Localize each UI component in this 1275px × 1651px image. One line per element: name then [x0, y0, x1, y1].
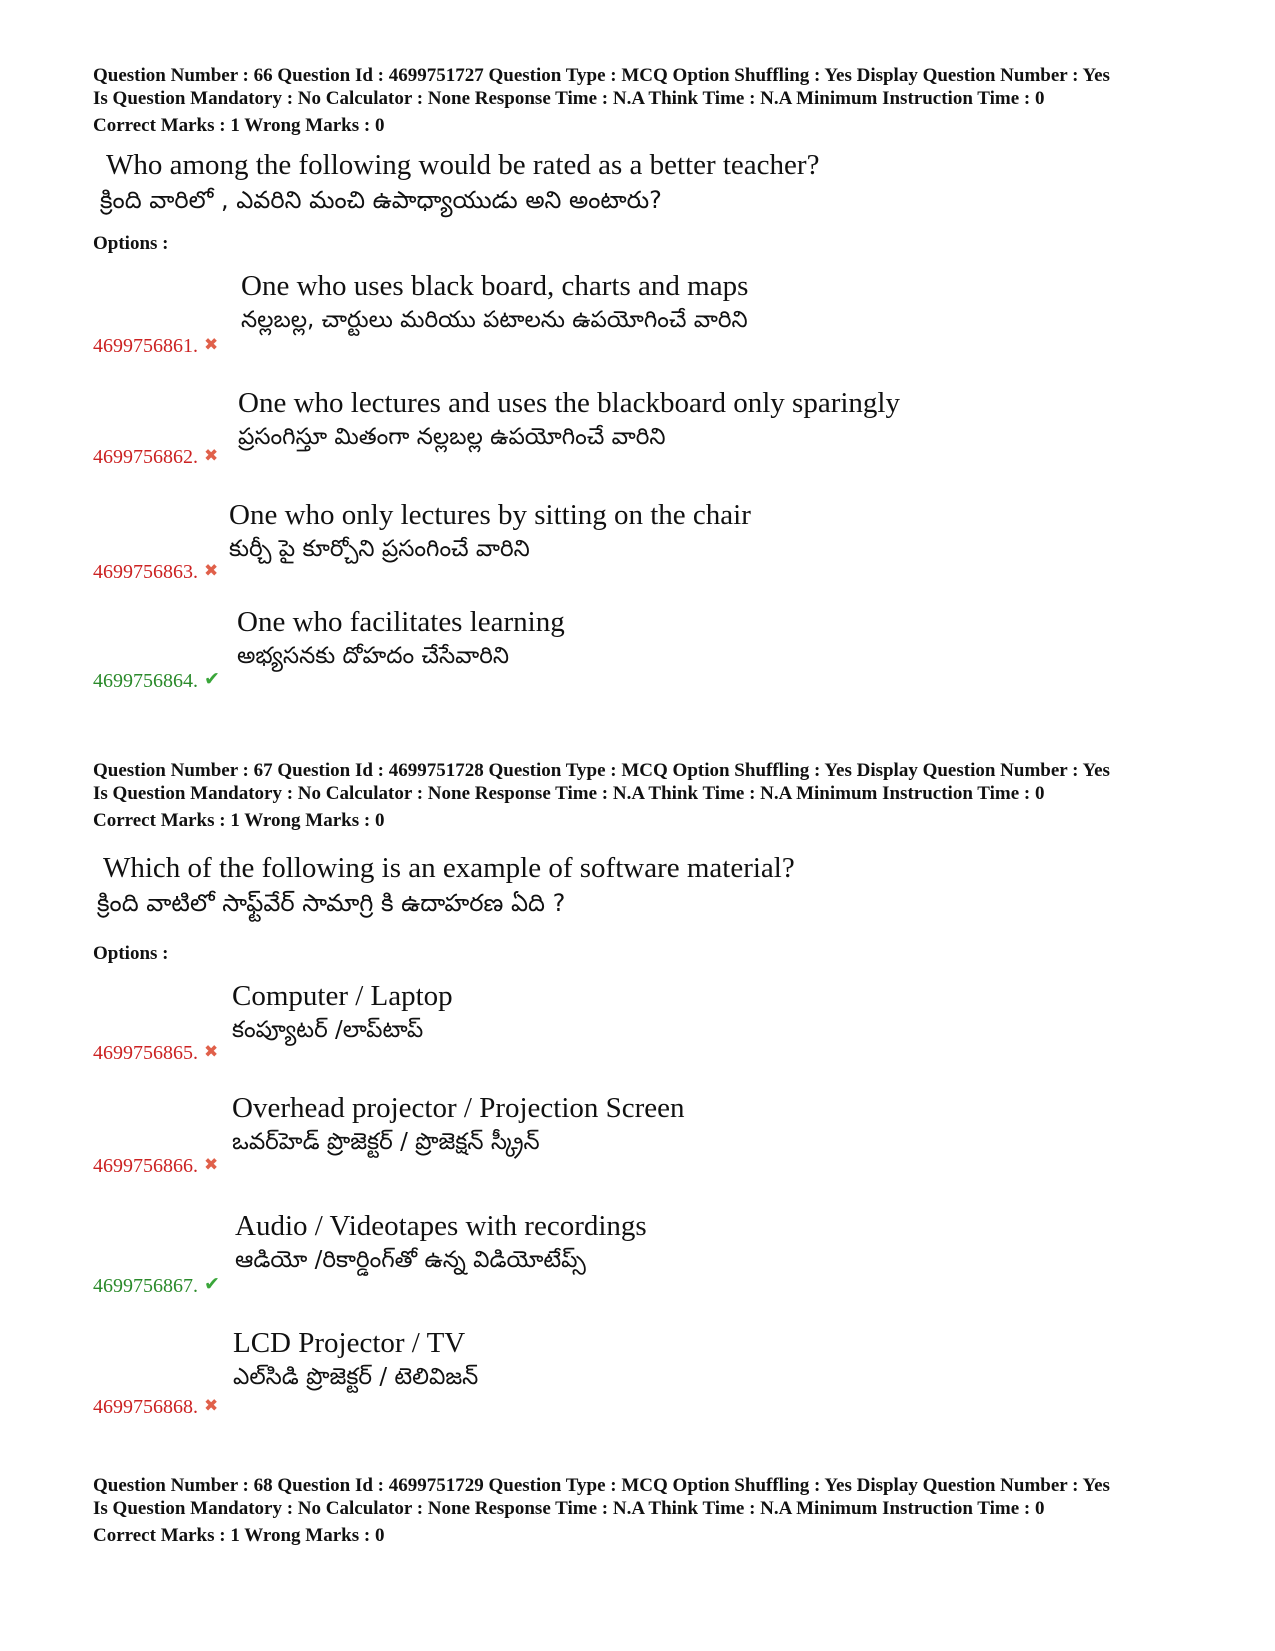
option-id-number: 4699756861. — [93, 335, 198, 357]
marks-line: Correct Marks : 1 Wrong Marks : 0 — [93, 115, 385, 136]
question-meta-line: Is Question Mandatory : No Calculator : None Response Time : N.A Think Time : N.A Minimum Instruction Time : 0 — [93, 1498, 1045, 1519]
options-label: Options : — [93, 233, 169, 254]
option-id-number: 4699756867. — [93, 1275, 198, 1297]
option-text — [233, 1325, 478, 1393]
question-meta-line: Question Number : 67 Question Id : 4699751728 Question Type : MCQ Option Shuffling : Yes Display Question Number : Yes — [93, 760, 1110, 781]
option-text-english: One who facilitates learning — [237, 606, 565, 638]
option-id-number: 4699756862. — [93, 446, 198, 468]
option-text-telugu: ఒవర్‌హెడ్ ప్రొజెక్టర్ / ప్రొజెక్షన్ స్క్రీన్ — [232, 1129, 540, 1155]
question-meta-line: Question Number : 66 Question Id : 4699751727 Question Type : MCQ Option Shuffling : Yes Display Question Number : Yes — [93, 65, 1110, 86]
option-text-english: One who only lectures by sitting on the chair — [229, 499, 751, 531]
option-text-telugu: కుర్చీ పై కూర్చోని ప్రసంగించే వారిని — [229, 536, 530, 562]
option-id-number: 4699756868. — [93, 1396, 198, 1418]
question-meta-line: Is Question Mandatory : No Calculator : None Response Time : N.A Think Time : N.A Minimum Instruction Time : 0 — [93, 88, 1045, 109]
option-text-telugu: నల్లబల్ల, చార్టులు మరియు పటాలను ఉపయోగించే వారిని — [241, 307, 748, 333]
option-text — [232, 978, 453, 1046]
question-text-english: Which of the following is an example of software material? — [103, 852, 795, 884]
cross-icon: ✖ — [204, 1396, 219, 1416]
question-meta-line: Is Question Mandatory : No Calculator : None Response Time : N.A Think Time : N.A Minimum Instruction Time : 0 — [93, 783, 1045, 804]
option-id — [93, 559, 218, 584]
option-text — [237, 604, 565, 672]
option-text-telugu: ప్రసంగిస్తూ మితంగా నల్లబల్ల ఉపయోగించే వారిని — [238, 424, 666, 450]
question-text-telugu: క్రింది వాటిలో సాఫ్ట్‌వేర్ సామాగ్రి కి ఉదాహరణ ఏది ? — [97, 889, 566, 917]
option-text-english: Computer / Laptop — [232, 980, 453, 1012]
option-id — [93, 1394, 218, 1419]
option-text-telugu: అభ్యసనకు దోహదం చేసేవారిని — [237, 643, 509, 669]
check-icon: ✔ — [204, 1273, 220, 1295]
option-id — [93, 1272, 220, 1298]
marks-line: Correct Marks : 1 Wrong Marks : 0 — [93, 1525, 385, 1546]
option-text-telugu: కంప్యూటర్ /లాప్‌టాప్ — [232, 1017, 424, 1043]
question-meta-line: Question Number : 68 Question Id : 4699751729 Question Type : MCQ Option Shuffling : Yes Display Question Number : Yes — [93, 1475, 1110, 1496]
marks-line: Correct Marks : 1 Wrong Marks : 0 — [93, 810, 385, 831]
option-id — [93, 667, 220, 693]
option-text — [229, 497, 751, 565]
option-id-number: 4699756863. — [93, 561, 198, 583]
option-id-number: 4699756865. — [93, 1042, 198, 1064]
option-text-english: Overhead projector / Projection Screen — [232, 1092, 685, 1124]
option-text — [232, 1090, 685, 1158]
option-text — [238, 385, 900, 453]
option-id-number: 4699756866. — [93, 1155, 198, 1177]
check-icon: ✔ — [204, 668, 220, 690]
cross-icon: ✖ — [204, 1155, 219, 1175]
question-text-english: Who among the following would be rated as a better teacher? — [106, 149, 820, 181]
question-header — [93, 1474, 1110, 1547]
option-text-english: One who uses black board, charts and maps — [241, 270, 749, 302]
option-text — [241, 268, 748, 336]
question-stem — [97, 850, 795, 920]
option-text-telugu: ఆడియో /రికార్డింగ్‌తో ఉన్న విడియోటేప్స్ — [235, 1247, 586, 1273]
option-id — [93, 1153, 218, 1178]
option-text — [235, 1208, 647, 1276]
question-stem — [100, 147, 820, 217]
option-id — [93, 444, 218, 469]
question-text-telugu: క్రింది వారిలో , ఎవరిని మంచి ఉపాధ్యాయుడు అని అంటారు? — [100, 186, 662, 214]
option-id — [93, 333, 218, 358]
option-text-english: Audio / Videotapes with recordings — [235, 1210, 647, 1242]
option-text-english: One who lectures and uses the blackboard only sparingly — [238, 387, 900, 419]
option-id-number: 4699756864. — [93, 670, 198, 692]
option-text-telugu: ఎల్‌సిడి ప్రొజెక్టర్ / టెలివిజన్ — [233, 1364, 479, 1390]
cross-icon: ✖ — [204, 335, 219, 355]
cross-icon: ✖ — [204, 561, 219, 581]
option-text-english: LCD Projector / TV — [233, 1327, 466, 1359]
question-header — [93, 64, 1110, 137]
cross-icon: ✖ — [204, 446, 219, 466]
options-label: Options : — [93, 943, 169, 964]
question-header — [93, 759, 1110, 832]
option-id — [93, 1040, 218, 1065]
cross-icon: ✖ — [204, 1042, 219, 1062]
